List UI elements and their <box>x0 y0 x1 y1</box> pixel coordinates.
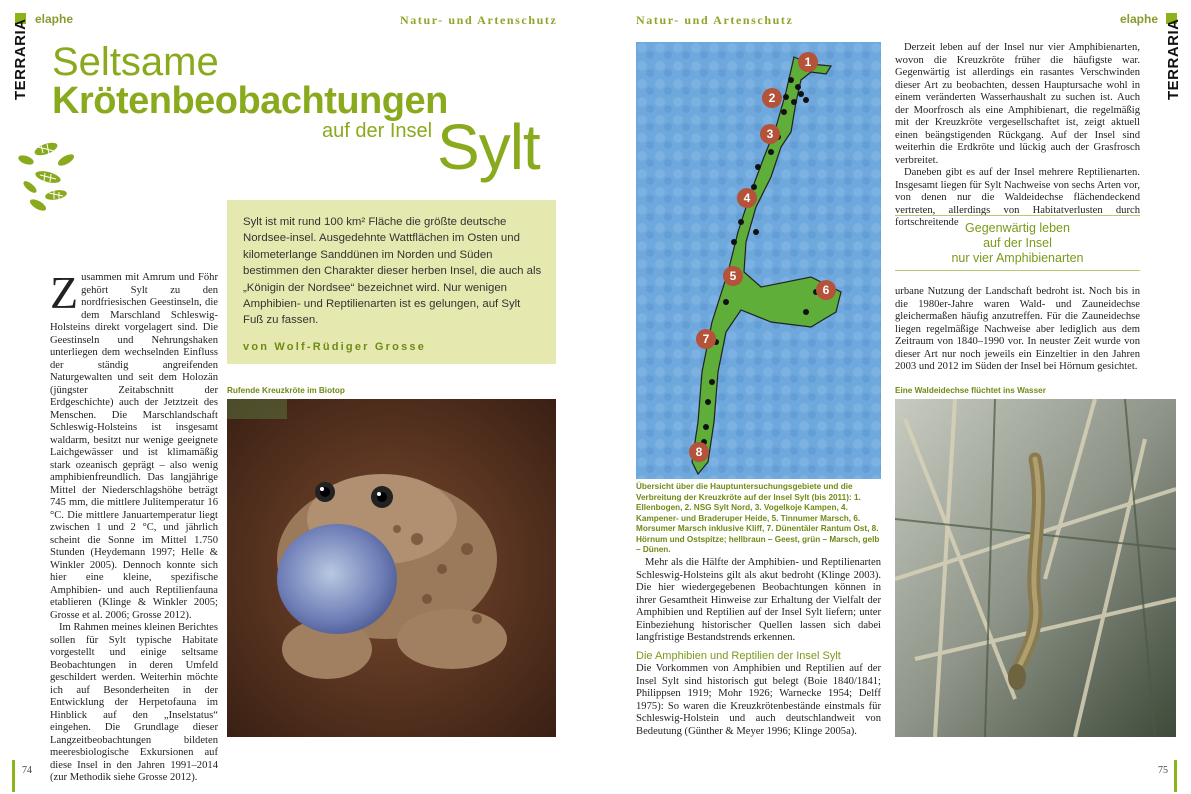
pull-quote <box>895 215 1140 271</box>
pull-quote-line-3: nur vier Amphibienarten <box>951 251 1084 265</box>
map-marker-4: 4 <box>737 188 757 208</box>
middle-paragraph-2: Die Vorkommen von Amphibien und Reptilien auf der Insel Sylt sind historisch gut belegt (Boie 1840/1841; Philippsen 1919; Mohr 1926; Warnecke 1954; Delff 1975): So waren die Kreuzkrötenbestände einstmals für Schleswig-Holstein und auch deutschlandweit von Bedeutung (Günther & Meyer 1996; Klinge 2005a). <box>636 663 881 737</box>
toad-photo <box>227 399 556 737</box>
map-marker-6: 6 <box>816 280 836 300</box>
magazine-logo-left: elaphe <box>35 12 74 26</box>
lizard-photo <box>895 399 1176 737</box>
terraria-section-icon <box>16 135 76 215</box>
right-paragraph-1: Derzeit leben auf der Insel nur vier Amphibienarten, wovon die Kreuzkröte früher die häufigste war. Gegenwärtig ist allerdings ein rasantes Verschwinden dieser Art zu beobachten, dessen Hauptursache wohl in einem veränderten Wasserhaushalt zu suchen ist. Auch der Moorfrosch als eine Amphibienart, die regelmäßig mit der Kreuzkröte vergesellschaftet ist, zeigt aktuell einen beängstigenden Rückgang. Auf der Insel sind weiterhin die Erdkröte und lückig auch der Grasfrosch verbreitet. <box>895 42 1140 166</box>
left-paragraph-1 <box>50 267 218 622</box>
page-bar-left <box>12 760 15 792</box>
side-label-right: TERRARIA <box>1165 18 1182 100</box>
section-subheading: Die Amphibien und Reptilien der Insel Sylt <box>636 649 841 662</box>
sylt-map-image <box>636 42 881 479</box>
right-column-bottom <box>895 286 1140 374</box>
title-line-3: auf der Insel <box>322 120 433 142</box>
page-bar-right <box>1174 760 1177 792</box>
intro-box <box>227 200 556 364</box>
pull-quote-line-2: auf der Insel <box>983 236 1052 250</box>
pull-quote-line-1: Gegenwärtig leben <box>965 221 1070 235</box>
map-marker-3: 3 <box>760 124 780 144</box>
section-title-right: Natur- und Artenschutz <box>636 13 794 27</box>
intro-text: Sylt ist mit rund 100 km² Fläche die größte deutsche Nordsee-insel. Ausgedehnte Wattflächen im Osten und kilometerlange Sanddünen im Norden und Süden bestimmen den Charakter dieser herben Insel, die auch als „Königin der Nordsee“ bezeichnet wird. Nur wenigen Amphibien- und Reptilienarten ist es gelungen, auf Sylt Fuß zu fassen. <box>243 216 542 327</box>
lizard-image <box>895 399 1176 737</box>
middle-column <box>636 557 881 738</box>
map-marker-2: 2 <box>762 88 782 108</box>
page-number-left: 74 <box>22 765 32 776</box>
left-paragraph-1-text: usammen mit Amrum und Föhr gehört Sylt zu den nordfriesischen Geestinseln, die dem Marschland Schleswig-Holsteins direkt vorgelagert sind. Die Geestinseln und Nehrungshaken unterliegen dem wechselnden Einfluss der ständig angreifenden Naturgewalten und seit dem Holozän (jüngster Zeitabschnitt der Erdgeschichte) auch der Jetztzeit des Menschen. Die Marschlandschaft Schleswig-Holsteins ist insgesamt waldarm, besitzt nur wenige geeignete Laichgewässer und ist klimamäßig stark ozeanisch geprägt – also wenig amphibienfreundlich. Das langjährige Mittel der Niederschlagshöhe beträgt 745 mm, die mittlere Julitemperatur 16 °C. Die mittlere Januartemperatur liegt zwischen 1 und 2 °C, und jährlich scheint die Sonne im Mittel 1.750 Stunden (Heydemann 1997; Helle & Winkler 2005). Dennoch konnte sich hier eine kleine, spezifische Amphibien- und auch Reptilienfauna etablieren (Klinge & Winkler 2005; Grosse et al. 2006; Grosse 2012). <box>50 272 218 621</box>
map-marker-7: 7 <box>696 329 716 349</box>
right-column-top <box>895 42 1140 230</box>
map-marker-1: 1 <box>798 52 818 72</box>
right-paragraph-3: urbane Nutzung der Landschaft bedroht ist. Noch bis in die 1980er-Jahre waren Wald- und Zauneidechse gleichermaßen häufig anzutreffen. Für die Zauneidechse liegen regelmäßige Nachweise aber lediglich aus dem Zeitraum von 1840–1990 vor. In neuster Zeit wurde von dieser Art nur noch jeweils ein Einzeltier in den Jahren 2003 und 2012 im Süden der Insel bei Hörnum gesichtet. <box>895 286 1140 372</box>
page-number-right: 75 <box>1158 765 1168 776</box>
lizard-photo-caption: Eine Waldeidechse flüchtet ins Wasser <box>895 386 1046 395</box>
section-title-left: Natur- und Artenschutz <box>400 13 558 27</box>
title-line-2: Krötenbeobachtungen <box>52 80 448 122</box>
left-paragraph-2: Im Rahmen meines kleinen Berichtes sollen für Sylt typische Habitate vorgestellt und einige seltsame Beobachtungen in deren Umfeld geschildert werden. Weiterhin möchte ich auf Besonderheiten in der Entwicklung der Herpetofauna im Hinblick auf den „Inselstatus“ eingehen. Die Grundlage dieser Langzeitbeobachtungen bildeten meeresbiologische Exkursionen auf diese Insel in den Jahren 1991–2014 (zur Methodik siehe Grosse 2012). <box>50 622 218 783</box>
sylt-map <box>636 42 881 479</box>
left-column <box>50 267 218 785</box>
magazine-logo-right: elaphe <box>1120 12 1159 26</box>
map-caption: Übersicht über die Hauptuntersuchungsgebiete und die Verbreitung der Kreuzkröte auf der Insel Sylt (bis 2011): 1. Ellenbogen, 2. NSG Sylt Nord, 3. Vogelkoje Kampen, 4. Kampener- und Braderuper Heide, 5. Tinnumer Marsch, 6. Morsumer Marsch inklusive Kliff, 7. Dünentäler Rantum Ost, 8. Hörnum und Ostspitze; hellbraun – Geest, grün – Marsch, gelb – Dünen. <box>636 482 880 554</box>
map-marker-5: 5 <box>723 266 743 286</box>
author-byline: von Wolf-Rüdiger Grosse <box>243 340 427 353</box>
title-line-4: Sylt <box>437 111 540 183</box>
right-paragraph-2: Daneben gibt es auf der Insel mehrere Reptilienarten. Insgesamt liegen für Sylt Nachweise von sechs Arten vor, von denen nur die Waldeidechse flächendeckend vertreten, allerdings von Habitatverlusten durch fortschreitende <box>895 167 1140 228</box>
toad-photo-caption: Rufende Kreuzkröte im Biotop <box>227 386 345 395</box>
drop-cap: Z <box>50 267 79 318</box>
title-line-1: Seltsame <box>52 40 219 84</box>
side-label-left: TERRARIA <box>12 18 29 100</box>
middle-paragraph-1: Mehr als die Hälfte der Amphibien- und Reptilienarten Schleswig-Holsteins gilt als akut bedroht (Klinge 2003). Die hier wiedergegebenen Beobachtungen können in ihrer Gesamtheit Hinweise zur Erhaltung der Vielfalt der Amphibien und Reptilien auf der Insel Sylt liefern; unter Einbeziehung historischer Quellen lassen sich dabei langfristige Bestandstrends erkennen. <box>636 557 881 643</box>
toad-image <box>227 399 556 737</box>
map-marker-8: 8 <box>689 442 709 462</box>
